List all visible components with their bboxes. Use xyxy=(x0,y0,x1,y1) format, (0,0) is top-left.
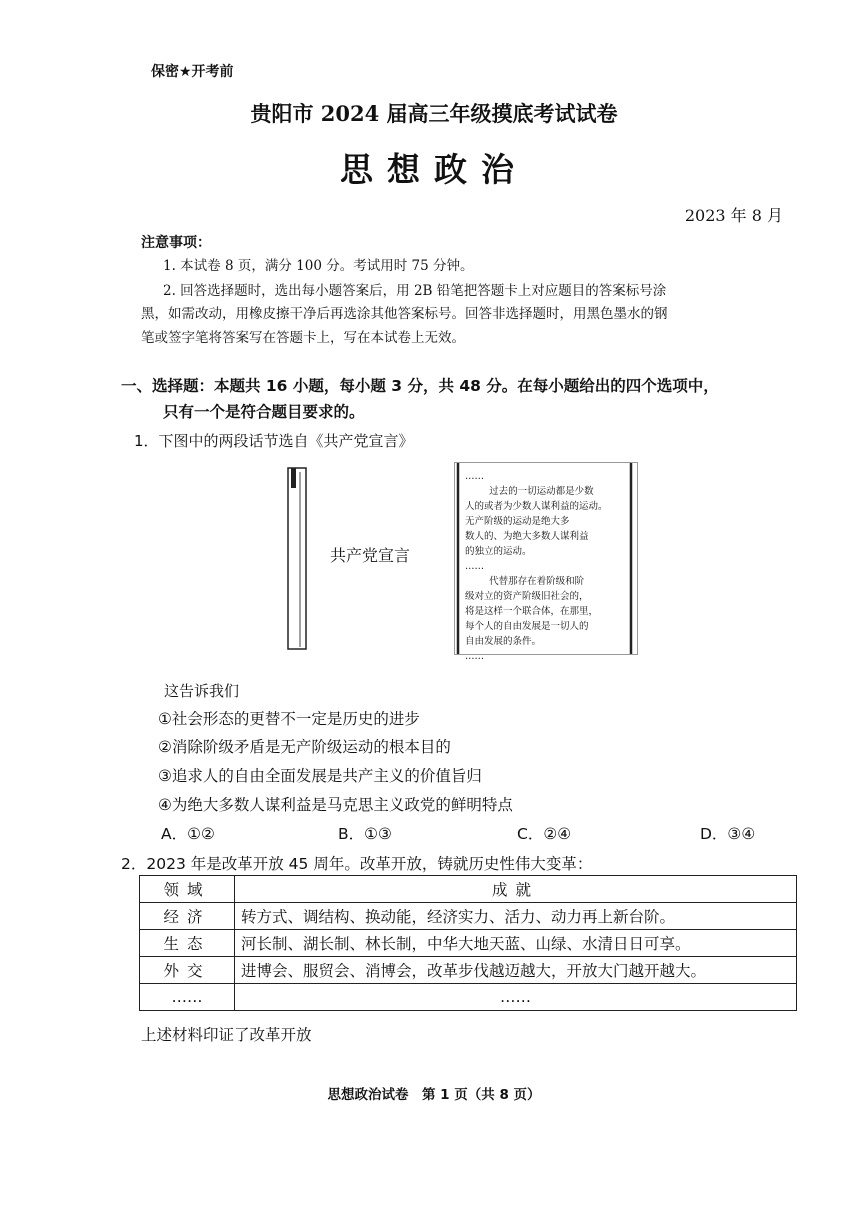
note-line-2b: 黑，如需改动，用橡皮擦干净后再选涂其他答案标号。回答非选择题时，用黑色墨水的钢 xyxy=(141,306,668,322)
table-row xyxy=(140,930,797,957)
table-header-row xyxy=(140,876,797,903)
manifesto-excerpt-text: …… 过去的一切运动都是少数 人的或者为少数人谋利益的运动。 无产阶级的运动是绝大多 数人的、为绝大多数人谋利益 的独立的运动。 …… 代替那存在着阶级和阶 级对立的资产阶级旧社会的， 将是这样一个联合体，在那里， 每个人的自由发展是一切人的 自由发展的条件。 …… xyxy=(465,471,608,662)
statement-3: ③追求人的自由全面发展是共产主义的价值旨归 xyxy=(158,767,482,785)
row-field: 外交 xyxy=(140,957,235,984)
question-1-prompt: 1．下图中的两段话节选自《共产党宣言》 xyxy=(134,432,414,450)
exam-date: 2023 年 8 月 xyxy=(684,206,783,225)
note-line-1: 1. 本试卷 8 页，满分 100 分。考试用时 75 分钟。 xyxy=(163,258,474,274)
statement-2: ②消除阶级矛盾是无产阶级运动的根本目的 xyxy=(158,738,451,756)
table-row xyxy=(140,984,797,1011)
cover-title: 共产党宣言 xyxy=(330,546,411,565)
row-achievement: 转方式、调结构、换动能，经济实力、活力、动力再上新台阶。 xyxy=(235,903,797,930)
note-line-2a: 2. 回答选择题时，选出每小题答案后，用 2B 铅笔把答题卡上对应题目的答案标号涂 xyxy=(163,283,667,299)
option-b: B．①③ xyxy=(338,825,392,843)
statement-1: ①社会形态的更替不一定是历史的进步 xyxy=(158,710,420,728)
table-row xyxy=(140,957,797,984)
option-c: C．②④ xyxy=(517,825,572,843)
section-instructions-cont: 只有一个是符合题目要求的。 xyxy=(163,403,365,421)
question-1-stem: 这告诉我们 xyxy=(164,682,240,700)
row-achievement: …… xyxy=(235,984,797,1011)
question-2-stem: 上述材料印证了改革开放 xyxy=(141,1026,312,1044)
note-line-2c: 笔或签字笔将答案写在答题卡上，写在本试卷上无效。 xyxy=(141,330,465,346)
header-field: 领域 xyxy=(140,876,235,903)
row-field: 经济 xyxy=(140,903,235,930)
section-instructions: 一、选择题：本题共 16 小题，每小题 3 分，共 48 分。在每小题给出的四个选项中， xyxy=(121,377,719,395)
question-2-prompt: 2．2023 年是改革开放 45 周年。改革开放，铸就历史性伟大变革： xyxy=(121,855,593,873)
exam-title: 贵阳市 2024 届高三年级摸底考试试卷 xyxy=(250,101,618,126)
subject-title: 思想政治 xyxy=(340,150,528,189)
manifesto-excerpt-page xyxy=(454,462,638,662)
row-achievement: 河长制、湖长制、林长制，中华大地天蓝、山绿、水清日日可享。 xyxy=(235,930,797,957)
row-field: …… xyxy=(140,984,235,1011)
option-d: D．③④ xyxy=(700,825,756,843)
confidential-mark: 保密★开考前 xyxy=(151,64,234,80)
row-field: 生态 xyxy=(140,930,235,957)
row-achievement: 进博会、服贸会、消博会，改革步伐越迈越大，开放大门越开越大。 xyxy=(235,957,797,984)
option-a: A．①② xyxy=(161,825,215,843)
page-footer: 思想政治试卷 第 1 页（共 8 页） xyxy=(327,1087,541,1103)
header-achievement: 成就 xyxy=(235,876,797,903)
statement-4: ④为绝大多数人谋利益是马克思主义政党的鲜明特点 xyxy=(158,796,513,814)
notes-heading: 注意事项： xyxy=(141,235,211,251)
reform-achievements-table xyxy=(139,875,797,1011)
table-row xyxy=(140,903,797,930)
